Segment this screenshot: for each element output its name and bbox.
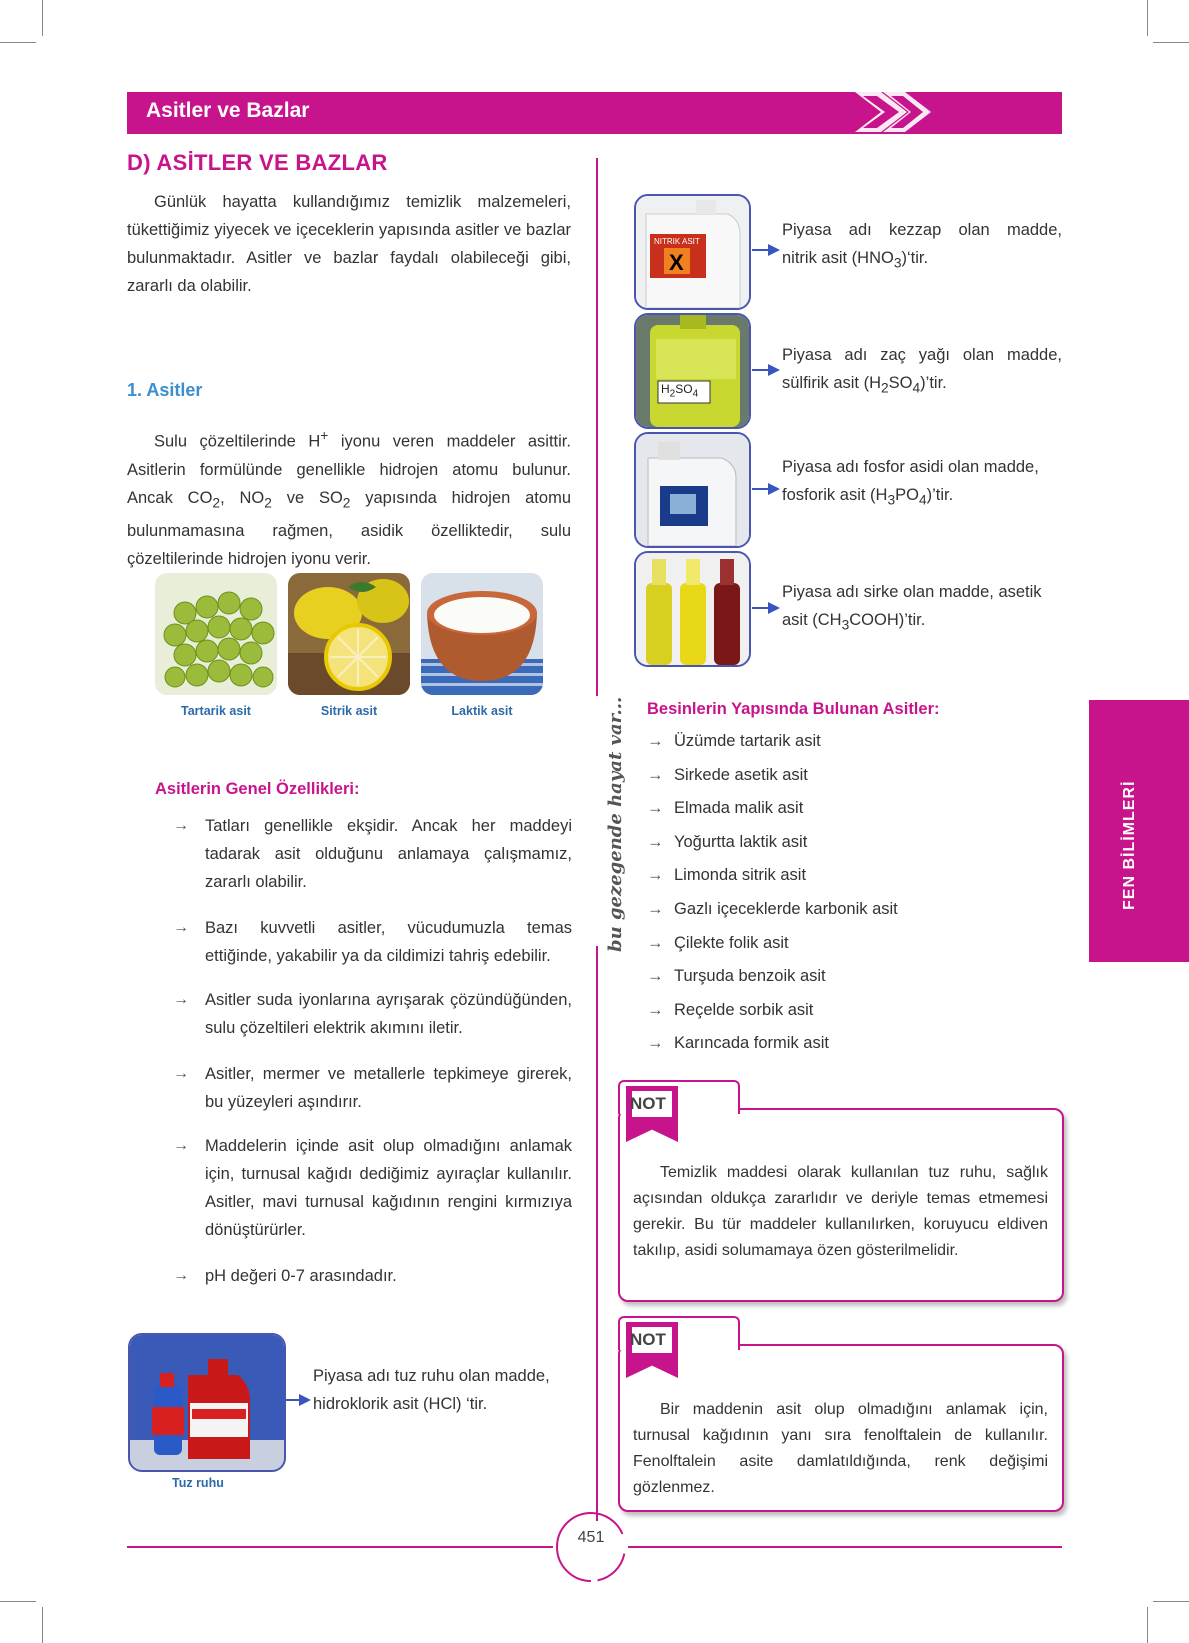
- list-item: → Reçelde sorbik asit: [647, 1000, 814, 1019]
- chevron-right-icon: [855, 86, 935, 138]
- fosfor-asidi-photo: [634, 432, 751, 548]
- arrow-right-icon: →: [173, 991, 189, 1008]
- column-divider: [596, 158, 598, 696]
- intro-text: Günlük hayatta kullandığımız temizlik malzemeleri, tükettiğimiz yiyecek ve içeceklerin yapısında asitler ve bazlar bulunmaktadır. Asitler ve bazlar faydalı olabileceği gibi, zararlı da olabilir.: [127, 193, 571, 295]
- page-number-frame: [555, 1511, 627, 1583]
- note-text: Bir maddenin asit olup olmadığını anlamak için, turnusal kağıdının yanı sıra fenolftalein de kullanılır. Fenolftalein asite damlatıldığında, renk değişimi gözlenmez.: [633, 1401, 1048, 1496]
- intro-paragraph: [127, 188, 571, 300]
- acids-paragraph: Sulu çözeltilerinde H+ iyonu veren maddeler asittir. Asitlerin formülünde genellikle hidrojen atomu bulunur. Ancak $CO_2$, $NO_2$ ve $SO_2$ yapısında hidrojen atomu bulunmamasına rağmen, asidik özelliktedir, sulu çözeltilerinde hidrojen iyonu verir.: [127, 428, 571, 568]
- product-line: Piyasa adı sirke olan madde, asetik: [782, 583, 1042, 601]
- vertical-slogan: bu gezegende hayat var...: [605, 696, 626, 952]
- tuz-ruhu-photo: [128, 1333, 286, 1472]
- arrow-right-icon: →: [173, 1065, 189, 1082]
- arrow-right-icon: →: [173, 1137, 189, 1154]
- product-line: Piyasa adı zaç yağı olan madde,: [782, 346, 1062, 364]
- property-item: → Tatları genellikle ekşidir. Ancak her maddeyi tadarak asit olduğunu anlamaya çalışmamız, zararlı olabilir.: [205, 812, 572, 896]
- product-formula: sülfirik asit $(H_2SO_4)’tir$.: [782, 374, 947, 396]
- property-item: → Asitler suda iyonlarına ayrışarak çözündüğünden, sulu çözeltileri elektrik akımını iletir.: [205, 986, 572, 1042]
- acids-title: 1. Asitler: [127, 380, 203, 400]
- list-item: → Yoğurtta laktik asit: [647, 832, 808, 851]
- arrow-right-icon: →: [173, 1267, 189, 1284]
- nitrik-label: NITRIK ASIT: [654, 237, 700, 246]
- photo-caption: Sitrik asit: [320, 704, 378, 718]
- food-acids-title: Besinlerin Yapısında Bulunan Asitler:: [647, 700, 940, 718]
- arrow-right-icon: [285, 1392, 313, 1408]
- arrow-right-icon: →: [173, 919, 189, 936]
- arrow-right-icon: →: [647, 732, 664, 750]
- arrow-right-icon: →: [647, 899, 664, 918]
- note-label: NOT: [630, 1330, 666, 1349]
- arrow-right-icon: →: [647, 799, 664, 818]
- list-item: → Çilekte folik asit: [647, 933, 789, 952]
- list-item: → Sirkede asetik asit: [647, 765, 808, 784]
- nitrik-asit-photo: [634, 194, 751, 310]
- list-item: → Limonda sitrik asit: [647, 866, 807, 885]
- list-item: → Üzümde tartarik asit: [647, 732, 821, 750]
- product-formula: asit $(CH_3COOH)’tir$.: [782, 611, 926, 633]
- yogurt-photo: [421, 573, 543, 695]
- arrow-right-icon: →: [647, 832, 664, 851]
- zac-yagi-photo: [634, 313, 751, 429]
- note-label: NOT: [630, 1094, 666, 1113]
- photo-caption: Tartarik asit: [181, 704, 251, 718]
- note-text: Temizlik maddesi olarak kullanılan tuz ruhu, sağlık açısından oldukça zararlıdır ve deriyle temas etmemesi gerekir. Bu tür maddeler kullanılırken, koruyucu eldiven takılıp, asidi solumamaya özen gösterilmelidir.: [633, 1164, 1048, 1259]
- arrow-right-icon: →: [647, 933, 664, 952]
- hazard-mark: X: [669, 250, 684, 275]
- footer-rule: [628, 1546, 1062, 1548]
- list-item: → Turşuda benzoik asit: [647, 967, 826, 986]
- product-formula: nitrik asit $(HNO_3)‘tir$.: [782, 249, 929, 271]
- arrow-right-icon: [752, 481, 782, 497]
- properties-title: Asitlerin Genel Özellikleri:: [155, 780, 360, 798]
- product-formula: fosforik asit $(H_3PO_4)’tir$.: [782, 486, 954, 508]
- side-tab: [1089, 700, 1189, 962]
- property-item: → Maddelerin içinde asit olup olmadığını anlamak için, turnusal kağıdı dediğimiz ayıraçlar kullanılır. Asitler, mavi turnusal kağıdının rengini kırmızıya dönüştürürler.: [205, 1132, 572, 1244]
- lemon-photo: [288, 573, 410, 695]
- page-number: 451: [577, 1529, 605, 1546]
- photo-caption: Laktik asit: [451, 704, 513, 718]
- property-item: → Bazı kuvvetli asitler, vücudumuzla temas ettiğinde, yakabilir ya da cildimizi tahriş edebilir.: [205, 914, 572, 970]
- column-divider: [596, 946, 598, 1521]
- side-tab-label: FEN BİLİMLERİ: [1121, 780, 1138, 910]
- product-line: Piyasa adı kezzap olan madde,: [782, 221, 1062, 239]
- grapes-photo: [155, 573, 277, 695]
- section-title: D) ASİTLER VE BAZLAR: [127, 150, 388, 175]
- footer-rule: [127, 1546, 553, 1548]
- product-line: Piyasa adı fosfor asidi olan madde,: [782, 458, 1039, 476]
- hcl-text: Piyasa adı tuz ruhu olan madde, hidroklorik asit (HCl) ‘tir.: [313, 1367, 550, 1413]
- arrow-right-icon: →: [647, 765, 664, 784]
- food-acids-list: [647, 732, 898, 1068]
- property-item: → Asitler, mermer ve metallerle tepkimeye girerek, bu yüzeyleri aşındırır.: [205, 1060, 572, 1116]
- arrow-right-icon: →: [647, 866, 664, 885]
- arrow-right-icon: [752, 242, 782, 258]
- arrow-right-icon: →: [173, 817, 189, 834]
- arrow-right-icon: →: [647, 967, 664, 986]
- sirke-photo: [634, 551, 751, 667]
- tuz-ruhu-caption: Tuz ruhu: [172, 1476, 224, 1490]
- arrow-right-icon: →: [647, 1034, 664, 1053]
- list-item: → Gazlı içeceklerde karbonik asit: [647, 899, 898, 918]
- h2so4-label: $H_2SO_4$: [661, 382, 699, 400]
- property-item: → pH değeri 0-7 arasındadır.: [205, 1262, 572, 1290]
- arrow-right-icon: →: [647, 1000, 664, 1019]
- list-item: → Karıncada formik asit: [647, 1034, 829, 1053]
- header-title: Asitler ve Bazlar: [146, 99, 310, 122]
- arrow-right-icon: [752, 362, 782, 378]
- arrow-right-icon: [752, 600, 782, 616]
- list-item: → Elmada malik asit: [647, 799, 804, 818]
